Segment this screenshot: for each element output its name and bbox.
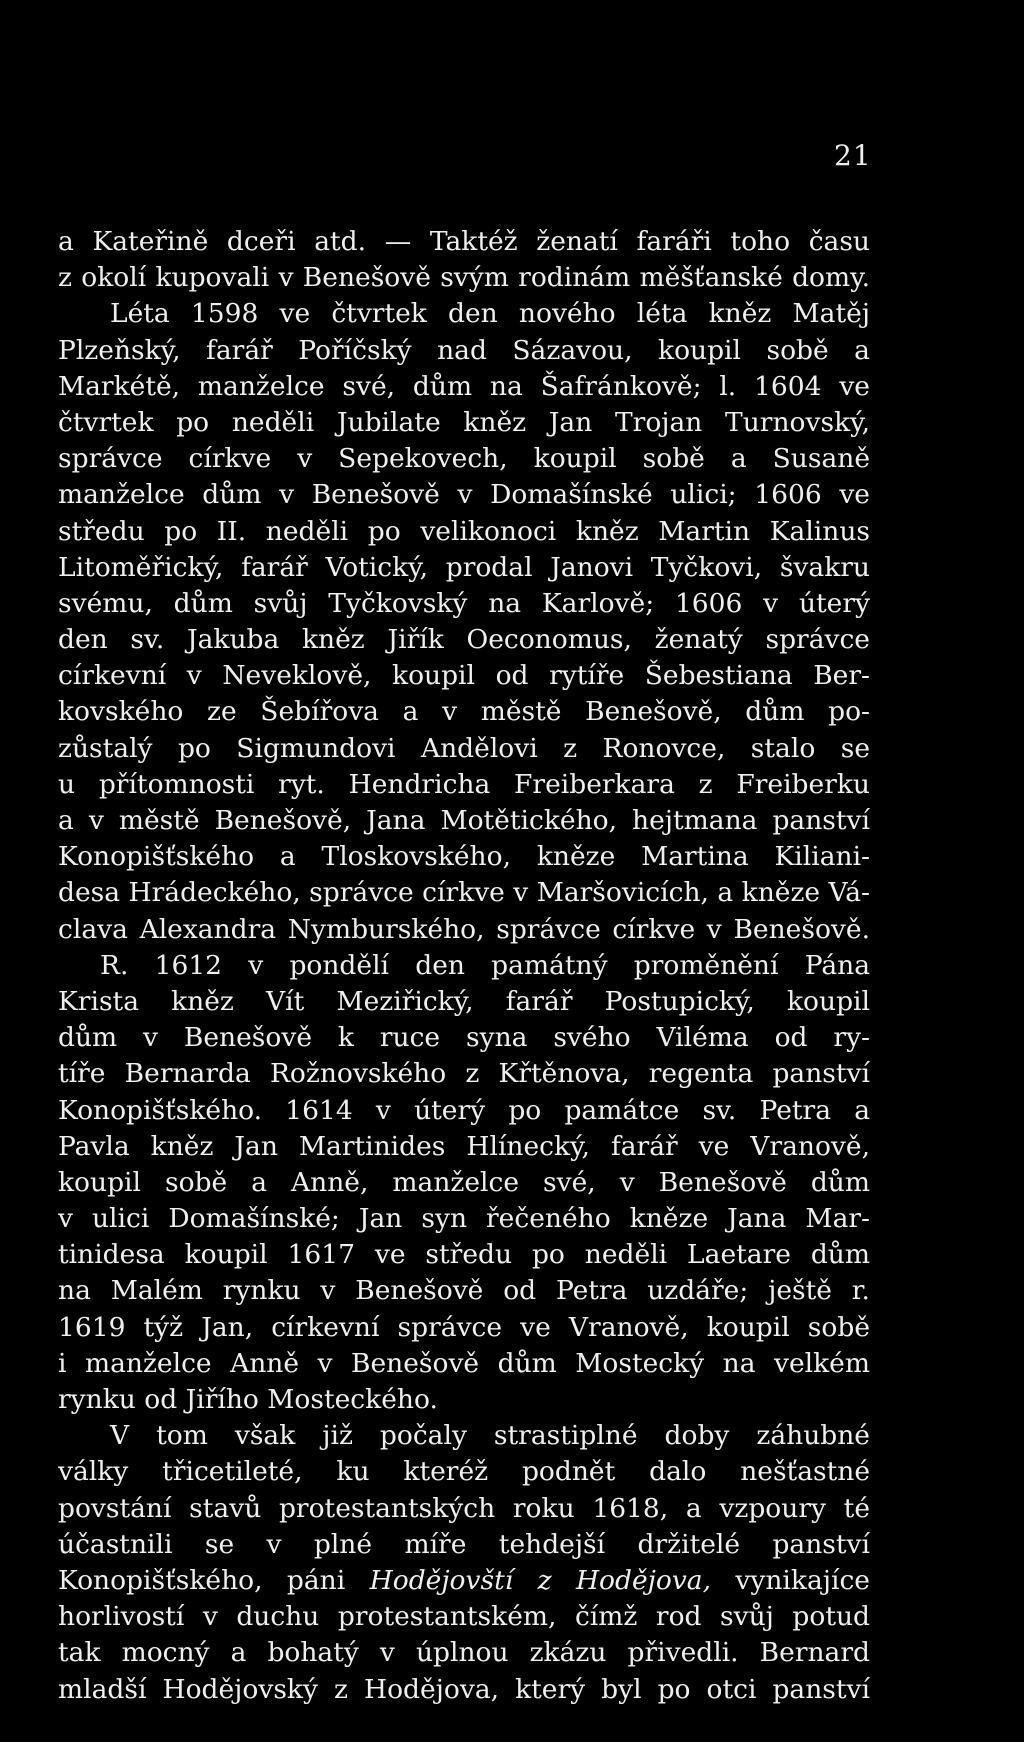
text-line: u přítomnosti ryt. Hendricha Freiberkara z Freiberku (58, 768, 870, 800)
text-line: zůstalý po Sigmundovi Andělovi z Ronovce, stalo se (58, 732, 870, 764)
body-text (58, 224, 870, 1708)
text-segment: vynikajíce (735, 1564, 870, 1596)
text-line: čtvrtek po neděli Jubilate kněz Jan Trojan Turnovský, (58, 406, 870, 438)
text-line: správce církve v Sepekovech, koupil sobě a Susaně (58, 443, 870, 475)
text-line: horlivostí v duchu protestantském, čímž rod svůj potud (58, 1601, 870, 1633)
text-line: války třicetileté, ku kteréž podnět dalo nešťastné (58, 1456, 870, 1488)
text-line: tíře Bernarda Rožnovského z Křtěnova, regenta panství (58, 1058, 870, 1090)
text-line: tinidesa koupil 1617 ve středu po neděli Laetare dům (58, 1239, 870, 1271)
text-line: kovského ze Šebířova a v městě Benešově, dům po- (58, 696, 870, 728)
text-line: Plzeňský, farář Poříčský nad Sázavou, koupil sobě a (58, 334, 870, 366)
text-line: R. 1612 v pondělí den památný proměnění Pána (100, 949, 870, 981)
text-line: 1619 týž Jan, církevní správce ve Vranově, koupil sobě (58, 1311, 870, 1343)
text-line: z okolí kupovali v Benešově svým rodinám měšťanské domy. (58, 262, 870, 294)
text-line: na Malém rynku v Benešově od Petra uzdáře; ještě r. (58, 1275, 870, 1307)
text-line: účastnili se v plné míře tehdejší držitelé panství (58, 1528, 870, 1560)
text-line: Markétě, manželce své, dům na Šafránkově; l. 1604 ve (58, 370, 870, 402)
text-line: církevní v Neveklově, koupil od rytíře Šebestiana Ber- (58, 660, 870, 692)
text-line: a Kateřině dceři atd. — Taktéž ženatí faráři toho času (58, 226, 870, 257)
text-line: i manželce Anně v Benešově dům Mostecký na velkém (58, 1347, 870, 1379)
text-line: v ulici Domašínské; Jan syn řečeného kněze Jana Mar- (58, 1203, 870, 1235)
text-line: Litoměřický, farář Votický, prodal Janovi Tyčkovi, švakru (58, 551, 870, 583)
text-line: mladší Hodějovský z Hodějova, který byl po otci panství (58, 1673, 870, 1705)
text-line-with-italic (58, 1563, 870, 1599)
text-line: manželce dům v Benešově v Domašínské ulici; 1606 ve (58, 479, 870, 511)
text-line: clava Alexandra Nymburského, správce církve v Benešově. (58, 913, 870, 945)
text-line: desa Hrádeckého, správce církve v Maršovicích, a kněze Vá- (58, 877, 870, 909)
text-line: Krista kněz Vít Meziřický, farář Postupický, koupil (58, 985, 870, 1017)
text-line: svému, dům svůj Tyčkovský na Karlově; 1606 v úterý (58, 587, 870, 619)
text-line: Pavla kněz Jan Martinides Hlínecký, farář ve Vranově, (58, 1130, 870, 1162)
text-line: Konopišťského. 1614 v úterý po památce sv. Petra a (58, 1094, 870, 1126)
text-segment: Konopišťského, páni (58, 1564, 346, 1596)
text-line: tak mocný a bohatý v úplnou zkázu přivedli. Bernard (58, 1637, 870, 1669)
text-line: středu po II. neděli po velikonoci kněz Martin Kalinus (58, 515, 870, 547)
text-line: koupil sobě a Anně, manželce své, v Benešově dům (58, 1166, 870, 1198)
page-number: 21 (834, 139, 872, 172)
text-line: a v městě Benešově, Jana Motětického, hejtmana panství (58, 805, 870, 836)
text-line: V tom však již počaly strastiplné doby záhubné (110, 1420, 870, 1452)
text-line: den sv. Jakuba kněz Jiřík Oeconomus, ženatý správce (58, 624, 870, 656)
text-line: rynku od Jiřího Mosteckého. (58, 1384, 438, 1415)
text-line: Konopišťského a Tloskovského, kněze Martina Kiliani- (58, 841, 870, 873)
text-line: dům v Benešově k ruce syna svého Viléma od ry- (58, 1022, 870, 1054)
text-line: Léta 1598 ve čtvrtek den nového léta kněz Matěj (110, 298, 870, 330)
italic-family-name: Hodějovští z Hodějova, (369, 1564, 712, 1596)
text-line: povstání stavů protestantských roku 1618, a vzpoury té (58, 1492, 870, 1524)
